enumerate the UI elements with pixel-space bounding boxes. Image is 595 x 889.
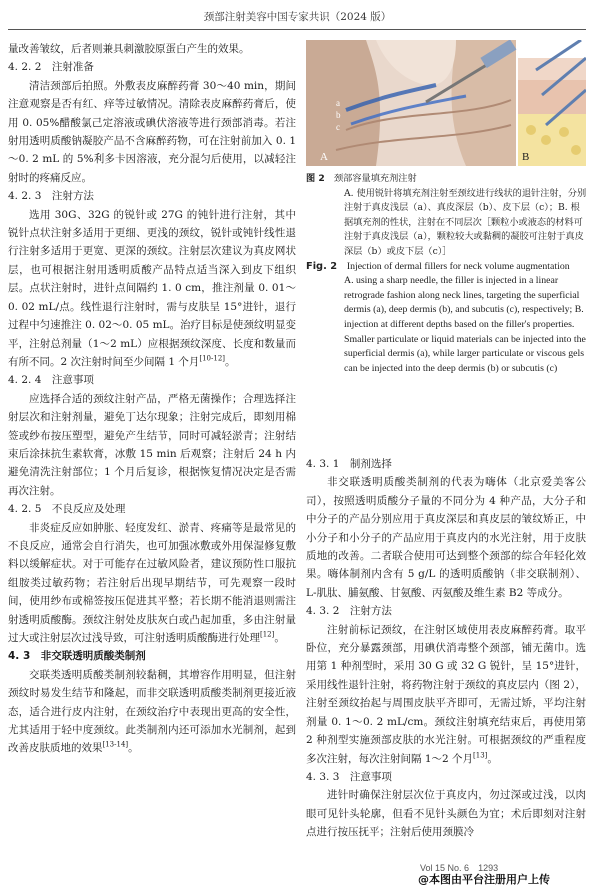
section-heading-4-3-1: 4. 3. 1 制剂选择 — [306, 458, 392, 470]
citation: [13-14] — [102, 740, 129, 749]
panel-label-b: B — [522, 151, 530, 163]
paragraph-4-3-2: 注射前标记颈纹，在注射区域使用表皮麻醉药膏。取平卧位，充分暴露颈部，用碘伏消毒整个颈部，铺无菌巾。选用第 1 种剂型时，采用 30 G 或 32 G 锐针，呈 15°进针，采用线性退针注射，将药物注射于颈纹的真皮层内（图 2），注射至颈纹抬起与周围皮肤平齐即可，无需过矫，平均注射剂量 0. 1～0. 2 mL/cm。颈纹注射填充结束后，再使用第 2 种剂型实施颈部皮肤的水光注射。可根据颈纹的严重程度多次注射，每次注射间隔 1～2 个月[13]。 — [306, 623, 586, 765]
running-header: 颈部注射美容中国专家共识（2024 版） — [203, 11, 392, 23]
figure-illustration — [306, 40, 586, 166]
paragraph-4-2-4: 应选择合适的颈纹注射产品，严格无菌操作；合理选择注射层次和注射剂量，避免丁达尔现象；注射完成后，即刻用棉签或纱布按压塑型，避免产生结节，同时可减轻淤青；注射结束后涂抹抗生素软膏，冰敷 15 min 后观察；注射后 24 h 内避免清洗注射部位；1 个月后复诊，根据恢复情况决定是否需再次注射。 — [8, 392, 296, 497]
paragraph-4-2-3: 选用 30G、32G 的锐针或 27G 的钝针进行注射，其中锐针点状注射多适用于更细、更浅的颈纹，锐针或钝针线性退行注射多适用于更宽、更深的颈纹。注射层次建议为真皮网状层，也可根据注射用透明质酸产品特点适当深入到皮下组织层。点状注射时，进针点间隔约 1. 0 cm，推注剂量 0. 01～0. 02 mL/点。线性退行注射时，需与皮肤呈 15°进针，退行过程中匀速推注 0. 02～0. 05 mL。治疗目标是使颈纹明显变平，注射总剂量（1～2 mL）应根据颈纹深度、长度和数量而有所不同。2 次注射时间至少间隔 1 个月[10-12]。 — [8, 208, 296, 368]
paragraph-continued: 量改善皱纹，后者则兼具刺激胶原蛋白产生的效果。 — [8, 43, 250, 55]
panel-label-a: A — [320, 151, 328, 163]
citation: [13] — [473, 751, 488, 759]
layer-label-c: c — [336, 122, 340, 132]
left-column — [8, 40, 296, 758]
page-footer: Vol 15 No. 6 1293 — [420, 863, 499, 873]
section-heading-4-3: 4. 3 非交联透明质酸类制剂 — [8, 650, 146, 663]
layer-label-a: a — [336, 98, 340, 108]
paragraph-4-3-3: 进针时确保注射层次位于真皮内，勿过深或过浅，以肉眼可见针头轮廓，但看不见针头颜色为宜；术后即刻对注射点进行按压抚平；注射后使用颈膜冷 — [306, 789, 586, 839]
caption-cn-heading: 图 2 颈部容量填充剂注射 — [306, 173, 417, 184]
paragraph-4-2-2: 清洁颈部后拍照。外敷表皮麻醉药膏 30～40 min，期间注意观察是否有红、痒等过敏情况。清除表皮麻醉药膏后，使用 0. 05%醋酸氯己定溶液或碘伏溶液等进行颈部消毒。若注射用透明质酸钠凝胶产品不含麻醉药物，可在注射前加入 0. 1～0. 2 mL 的 5%利多卡因溶液，充分混匀后使用，以减轻注射时的疼痛反应。 — [8, 79, 296, 184]
figure-2 — [306, 40, 586, 166]
paragraph-4-3-1: 非交联透明质酸类制剂的代表为嗨体（北京爱美客公司），按照透明质酸分子量的不同分为 4 种产品，大分子和中分子的产品分别应用于真皮深层和真皮层的皱纹矫正，中小分子和小分子的产品应用于真皮内的水光注射，用于皮肤质地的改善。二者联合使用可达到整个颈部的综合年轻化效果。嗨体制剂内含有 5 g/L 的透明质酸钠（非交联制剂）、L-肌肽、脯氨酸、甘氨酸、丙氨酸及维生素 B2 等成分。 — [306, 476, 586, 599]
section-heading-4-3-2: 4. 3. 2 注射方法 — [306, 605, 392, 618]
caption-en-heading: Fig. 2 Injection of dermal fillers for neck volume augmentation — [306, 260, 570, 272]
figure-caption — [306, 172, 588, 376]
section-heading-4-2-2: 4. 2. 2 注射准备 — [8, 61, 94, 74]
upload-watermark: @本图由平台注册用户上传 — [418, 873, 550, 886]
citation: [12] — [260, 630, 275, 639]
paragraph-4-2-5: 非炎症反应如肿胀、轻度发红、淤青、疼痛等是最常见的不良反应，通常会自行消失，也可加强冰敷或外用保湿修复敷料以缓解症状。对于可能存在过敏风险者，建议预防性口服抗组胺类过敏药物；若注射后出现早期结节，可先观察一段时间，使用纱布或棉签按压促进其平整；若长期不能消退则需注射透明质酸酶。颈纹注射处皮肤灰白或凸起加重，多由注射量过大或注射层次过浅导致，可注射透明质酸酶进行处理[12]。 — [8, 521, 296, 644]
section-heading-4-2-3: 4. 2. 3 注射方法 — [8, 190, 94, 203]
section-heading-4-3-3: 4. 3. 3 注意事项 — [306, 770, 392, 783]
section-heading-4-2-4: 4. 2. 4 注意事项 — [8, 374, 94, 387]
header-rule — [8, 29, 586, 30]
paragraph-4-3: 交联类透明质酸类制剂较黏稠，其增容作用明显，但注射颈纹时易发生结节和隆起，而非交联透明质酸类制剂更接近液态，适合进行皮内注射，在颈纹治疗中表现出更高的安全性，尤其适用于轻中度颈纹。此类制剂内还可添加水光制剂，起到改善皮肤质地的效果[13-14]。 — [8, 668, 296, 755]
caption-en-body: A. using a sharp needle, the filler is injected in a linear retrograde fashion along neck lines, targeting the superficial dermis (a), deep dermis (b), and subcutis (c), respectively; B. injection at different depths based on the filler's properties. Smaller particulate or liquid materials can be injected into the superficial dermis (a), while larger particulate or viscous gels can be injected into the deep dermis (b) or subcutis (c) — [344, 275, 586, 374]
section-heading-4-2-5: 4. 2. 5 不良反应及处理 — [8, 503, 126, 516]
right-column — [306, 455, 586, 842]
citation: [10-12] — [199, 354, 226, 363]
panel-b-skin-section — [518, 40, 586, 166]
layer-label-b: b — [336, 110, 341, 120]
caption-cn-body: A. 使用锐针将填充剂注射至颈纹进行线状的退针注射，分别注射于真皮浅层（a）、真皮深层（b）、皮下层（c）；B. 根据填充剂的性状，注射在不同层次［颗粒小或液态的材料可注射于真皮浅层（a），颗粒较大或黏稠的凝胶可注射于真皮深层（b）或皮下层（c）］ — [344, 187, 587, 257]
